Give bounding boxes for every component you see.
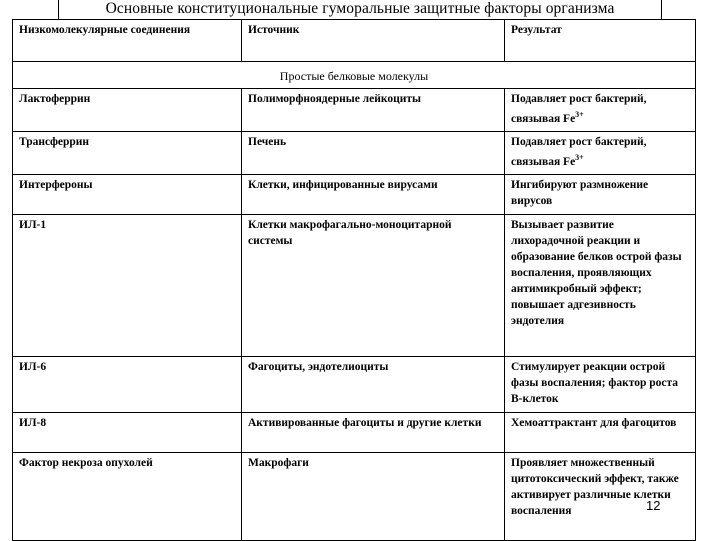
row-result-text: Подавляет рост бактерий, связывая Fe: [511, 136, 647, 168]
table-row: [13, 357, 696, 413]
table-row: [13, 453, 696, 541]
row-name: Интерфероны: [13, 175, 242, 215]
row-name: ИЛ-1: [13, 215, 242, 357]
table-row: [13, 132, 696, 175]
row-name: ИЛ-6: [13, 357, 242, 413]
defense-factors-table: [12, 19, 696, 541]
header-source: Источник: [242, 20, 505, 62]
row-source: Полиморфноядерные лейкоциты: [242, 89, 505, 132]
row-result: Хемоаттрактант для фагоцитов: [505, 413, 696, 453]
table-row: [13, 413, 696, 453]
page-number: 12: [646, 498, 661, 513]
row-result: Стимулирует реакции острой фазы воспаления; фактор роста В-клеток: [505, 357, 696, 413]
iron-charge: 3+: [575, 153, 584, 162]
row-source: Макрофаги: [242, 453, 505, 541]
row-result: Вызывает развитие лихорадочной реакции и образование белков острой фазы воспаления, проявляющих антимикробный эффект; повышает адгезивность эндотелия: [505, 215, 696, 357]
row-source: Клетки, инфицированные вирусами: [242, 175, 505, 215]
row-result: Ингибируют размножение вирусов: [505, 175, 696, 215]
row-source: Активированные фагоциты и другие клетки: [242, 413, 505, 453]
row-result-text: Подавляет рост бактерий, связывая Fe: [511, 93, 647, 125]
table-row: [13, 175, 696, 215]
section-row: [13, 62, 696, 89]
row-result: [505, 89, 696, 132]
table-row: [13, 89, 696, 132]
iron-charge: 3+: [575, 110, 584, 119]
row-name: Фактор некроза опухолей: [13, 453, 242, 541]
table-row: [13, 215, 696, 357]
row-source: Печень: [242, 132, 505, 175]
row-name: ИЛ-8: [13, 413, 242, 453]
header-compounds: Низкомолекулярные соединения: [13, 20, 242, 62]
table-header-row: [13, 20, 696, 62]
row-source: Клетки макрофагально-моноцитарной системы: [242, 215, 505, 357]
header-result: Результат: [505, 20, 696, 62]
slide-title: Основные конституциональные гуморальные защитные факторы организма: [58, 0, 662, 20]
row-name: Трансферрин: [13, 132, 242, 175]
row-result: [505, 132, 696, 175]
row-result: Проявляет множественный цитотоксический эффект, также активирует различные клетки воспаления: [505, 453, 696, 541]
row-source: Фагоциты, эндотелиоциты: [242, 357, 505, 413]
section-label: Простые белковые молекулы: [13, 62, 696, 89]
row-name: Лактоферрин: [13, 89, 242, 132]
